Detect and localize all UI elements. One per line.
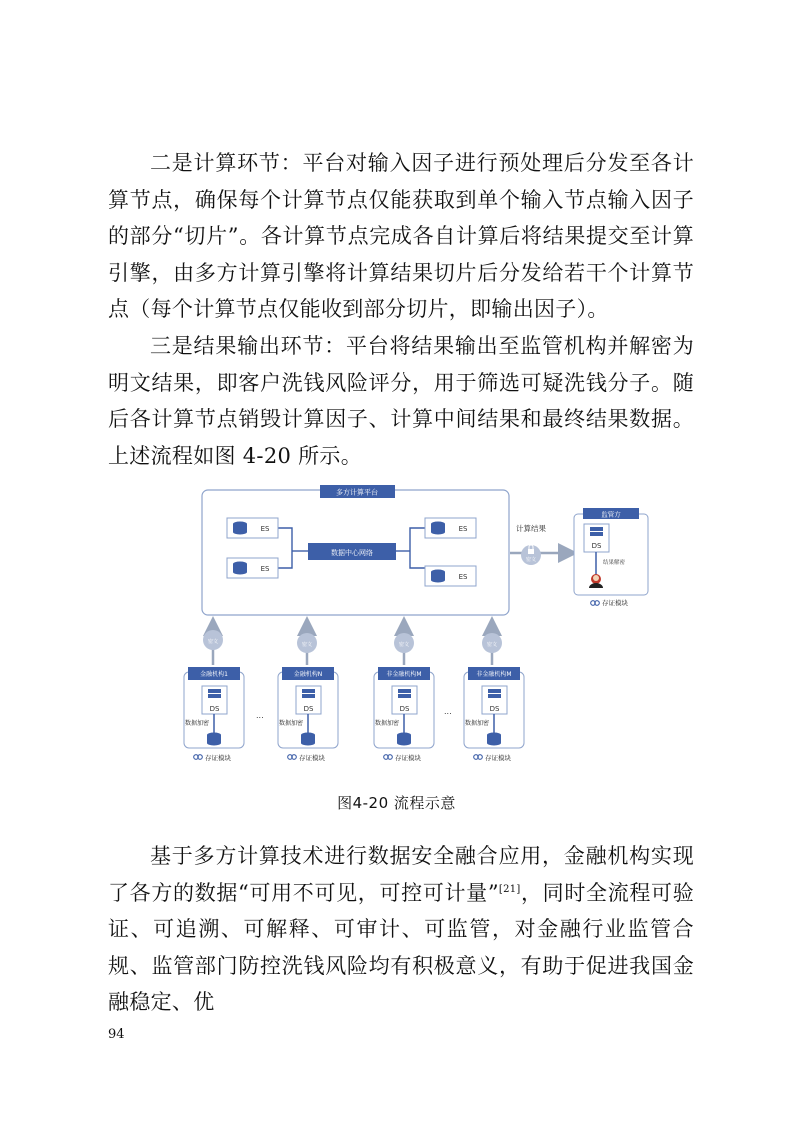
svg-text:ES: ES [260, 525, 270, 533]
svg-text:非金融机构M: 非金融机构M [476, 671, 512, 678]
svg-text:DS: DS [591, 542, 602, 550]
svg-text:数据加密: 数据加密 [279, 720, 304, 727]
svg-text:存证模块: 存证模块 [602, 599, 628, 607]
database-icon [233, 522, 247, 535]
svg-text:金融机构N: 金融机构N [293, 671, 323, 678]
ellipsis: ... [256, 711, 264, 720]
paragraph-result-output-stage: 三是结果输出环节：平台将结果输出至监管机构并解密为明文结果，即客户洗钱风险评分，用于筛选可疑洗钱分子。随后各计算节点销毁计算因子、计算中间结果和最终结果数据。上述流程如图 4-20 所示。 [108, 334, 694, 468]
svg-text:存证模块: 存证模块 [205, 754, 231, 762]
institution-node [464, 667, 524, 762]
result-output-arrow [510, 523, 573, 565]
paragraph-text: 基于多方计算技术进行数据安全融合应用，金融机构实现了各方的数据“可用不可见，可控可计量” [108, 844, 694, 905]
svg-text:密文: 密文 [301, 642, 313, 648]
citation-reference[interactable]: [21] [498, 883, 521, 895]
svg-text:非金融机构M: 非金融机构M [386, 671, 422, 678]
svg-text:ES: ES [458, 525, 468, 533]
regulator-box [574, 508, 648, 595]
svg-text:DS: DS [303, 705, 314, 713]
svg-text:存证模块: 存证模块 [395, 754, 421, 762]
process-diagram [180, 480, 670, 770]
paragraph-conclusion [108, 838, 694, 1021]
svg-text:数据加密: 数据加密 [185, 720, 210, 727]
institution-node [184, 667, 244, 762]
svg-text:存证模块: 存证模块 [299, 754, 325, 762]
es-node [425, 566, 476, 586]
chain-link-icon [591, 601, 600, 606]
svg-text:结果解密: 结果解密 [602, 560, 626, 566]
institution-node [374, 667, 434, 762]
es-node [425, 518, 476, 538]
database-icon [233, 562, 247, 575]
es-node [227, 558, 278, 578]
svg-text:监管方: 监管方 [601, 510, 621, 519]
svg-text:ES: ES [458, 573, 468, 581]
paragraph-calculation-stage: 二是计算环节：平台对输入因子进行预处理后分发至各计算节点，确保每个计算节点仅能获取到单个输入节点输入因子的部分“切片”。各计算节点完成各自计算后将结果提交至计算引擎，由多方计算引擎将计算结果切片后分发给若干个计算节点（每个计算节点仅能收到部分切片，即输出因子）。 [108, 151, 694, 322]
database-icon [431, 570, 445, 583]
data-center-network [308, 543, 396, 560]
institution-node [278, 667, 338, 762]
svg-text:ES: ES [260, 565, 270, 573]
svg-text:DS: DS [209, 705, 220, 713]
paragraph-text: ，同时全流程可验证、可追溯、可解释、可审计、可监管，对金融行业监管合规、监管部门防控洗钱风险均有积极意义，有助于促进我国金融稳定、优 [108, 880, 695, 1015]
svg-text:存证模块: 存证模块 [485, 754, 511, 762]
svg-text:数据中心网络: 数据中心网络 [331, 549, 373, 557]
svg-text:DS: DS [399, 705, 410, 713]
svg-text:数据加密: 数据加密 [375, 720, 400, 727]
upload-arrows [203, 621, 502, 665]
svg-text:密文: 密文 [525, 557, 537, 563]
svg-text:计算结果: 计算结果 [516, 524, 546, 533]
platform-title: 多方计算平台 [336, 488, 378, 497]
svg-text:密文: 密文 [486, 642, 498, 648]
svg-text:金融机构1: 金融机构1 [200, 671, 228, 678]
regulator-storage [591, 598, 629, 607]
es-node [227, 518, 278, 538]
page-number: 94 [108, 1027, 125, 1042]
ellipsis: ... [444, 707, 452, 716]
svg-text:密文: 密文 [398, 642, 410, 648]
svg-text:数据加密: 数据加密 [465, 720, 490, 727]
figure-caption: 图4-20 流程示意 [337, 794, 456, 812]
svg-text:密文: 密文 [207, 639, 219, 645]
database-icon [431, 522, 445, 535]
svg-text:DS: DS [489, 705, 500, 713]
